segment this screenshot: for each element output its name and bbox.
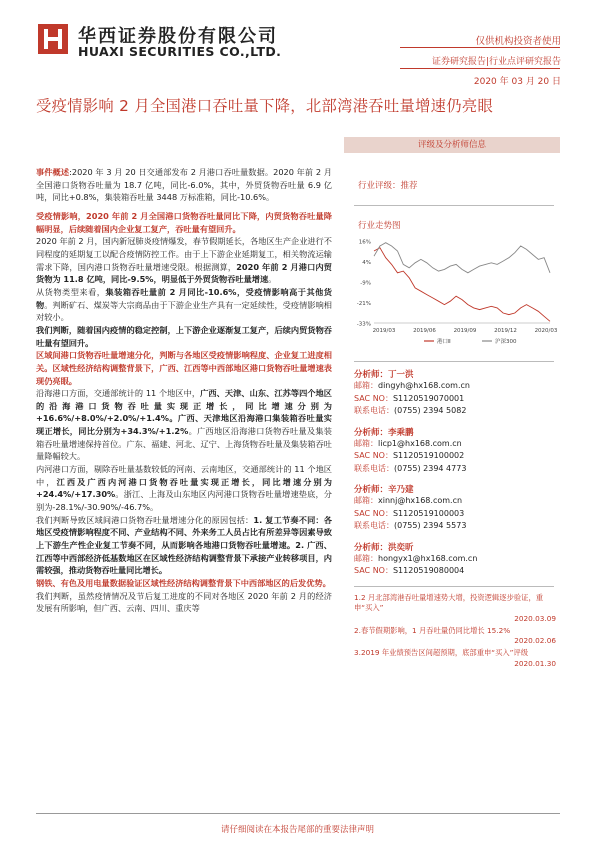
series-line-2 (374, 243, 550, 273)
paragraph-3-a: 从货物类型来看， (36, 286, 106, 297)
analyst-sac-no: SAC NO：S1120519080004 (354, 566, 465, 575)
event-summary-text: :2020 年 3 月 20 日交通部发布 2 月港口吞吐量数据。2020 年前 2 月全国港口货物吞吐量为 18.7 亿吨，同比-6.0%，其中，外贸货物吞吐量 6.9 亿吨，同比+0.8%，集装箱吞吐量 3448 万标准箱，同比-10.6%。 (36, 167, 332, 203)
header-divider-mid (400, 68, 560, 69)
institutional-tag: 仅供机构投资者使用 (475, 36, 561, 47)
paragraph-coastal-b: 广西、天津、山东、江苏等四个地区的沿海港口货物吞吐量实现正增长，同比增速分别为+16.6%/+8.0%/+2.0%/+1.4%。广西、天津地区沿海港口集装箱吞吐量实现正增长，同比分别为+34.3%/+1.2% (36, 388, 332, 437)
industry-rating (358, 179, 418, 191)
sidebar (344, 137, 560, 671)
y-tick-label: -33% (356, 321, 371, 328)
related-report-title[interactable]: 1.2 月北部湾港吞吐量增速势大增，投资逻辑逐步验证，重申“买入” (354, 592, 544, 612)
x-tick-label: 2019/03 (372, 328, 396, 334)
related-report-date: 2020.03.09 (514, 613, 556, 623)
header-divider-short (400, 47, 560, 48)
legend-label-2: 沪深300 (495, 339, 517, 345)
analyst-phone: 联系电话：(0755) 2394 4773 (354, 463, 467, 473)
key-point-1: 受疫情影响，2020 年前 2 月全国港口货物吞吐量同比下降，内贸货物吞吐量降幅明显，后续随着国内企业复工复产，吞吐量有望回升。 (36, 210, 332, 234)
rating-analyst-header: 评级及分析师信息 (344, 137, 560, 153)
brand-name-cn: 华西证券股份有限公司 (78, 26, 278, 47)
report-date: 2020 年 03 月 20 日 (473, 77, 561, 87)
paragraph-reasons-b: 1. 复工节奏不同：各地区受疫情影响程度不同、产业结构不同、外来务工人员占比有所差异等因素导致上下游生产性企业复工节奏不同，从而影响各地港口货物吞吐量增速。2. 广西、江西等中西部经济低基数地区在区域性经济结构调整背景下承接产业转移项目，内需较强，推动货物吞吐量同比增长。 (36, 514, 332, 576)
related-report-item[interactable] (354, 593, 556, 623)
trend-chart-title: 行业走势图 (358, 221, 401, 231)
legend-label-1: 港口Ⅱ (437, 339, 451, 345)
analyst-list (354, 368, 560, 578)
key-point-2: 区域间港口货物吞吐量增速分化，判断与各地区受疫情影响程度、企业复工进度相关。区域性经济结构调整背景下，广西、江西等中西部地区港口货物吞吐量增速表现仍亮眼。 (36, 350, 332, 386)
sidebar-divider (354, 205, 554, 206)
y-tick-label: 16% (358, 239, 371, 246)
analyst-name: 分析师：辛乃建 (354, 485, 414, 495)
analyst-email[interactable]: 邮箱：dingyh@hx168.com.cn (354, 381, 470, 390)
paragraph-coastal (36, 387, 332, 463)
paragraph-2-c: 。 (268, 274, 277, 285)
paragraph-3 (36, 286, 332, 324)
paragraph-2-a: 2020 年前 2 月，国内新冠肺炎疫情爆发，春节假期延长，各地区生产企业进行不同程度的延期复工以配合疫情防控工作。由于上下游企业延期复工，相关物流运输需求下降，国内港口货物吞吐量增速受限。根据测算， (36, 236, 332, 272)
analyst-card (354, 541, 560, 578)
report-category: 证券研究报告|行业点评研究报告 (431, 57, 561, 67)
analyst-name: 分析师：丁一洪 (354, 370, 414, 380)
analyst-sac-no: SAC NO：S1120519100002 (354, 451, 465, 460)
analyst-name: 分析师：李乘鹏 (354, 427, 414, 438)
related-report-date: 2020.01.30 (514, 658, 556, 668)
related-report-date: 2020.02.06 (514, 636, 556, 645)
paragraph-final: 我们判断，虽然疫情情况及节后复工进度的不同对各地区 2020 年前 2 月的经济发展有所影响，但广西、云南、四川、重庆等 (36, 590, 332, 614)
legal-footer: 请仔细阅读在本报告尾部的重要法律声明 (220, 825, 374, 835)
x-tick-label: 2020/03 (534, 328, 558, 334)
analyst-email[interactable]: 邮箱：xinnj@hx168.com.cn (354, 496, 463, 505)
y-tick-label: -21% (356, 301, 371, 307)
industry-rating-label: 行业评级： (358, 181, 401, 191)
analyst-sac-no: SAC NO：S1120519100003 (354, 508, 465, 518)
paragraph-reasons (36, 514, 332, 577)
analyst-card (354, 368, 560, 418)
report-body (36, 166, 332, 615)
key-point-3: 钢铁、有色及用电量数据验证区域性经济结构调整背景下中西部地区的后发优势。 (36, 578, 331, 588)
paragraph-2 (36, 235, 332, 286)
event-summary (36, 166, 332, 204)
analyst-phone: 联系电话：(0755) 2394 5573 (354, 521, 467, 530)
analyst-sac-no: SAC NO：S1120519070001 (354, 393, 465, 403)
rating-block (344, 153, 560, 205)
brand-name-en: HUAXI SECURITIES CO.,LTD. (78, 44, 282, 59)
paragraph-coastal-a: 沿海港口方面，交通部统计的 11 个地区中， (36, 388, 201, 399)
reports-divider (354, 586, 554, 587)
paragraph-3-b: 集装箱吞吐量前 2 月同比-10.6%，受疫情影响高于其他货物 (36, 286, 332, 310)
industry-rating-value: 推荐 (400, 181, 418, 191)
related-report-title[interactable]: 3.2019 年业绩预告区间超预期，底部重申“买入”评级 (354, 648, 529, 657)
analyst-phone: 联系电话：(0755) 2394 5082 (354, 406, 467, 415)
x-tick-label: 2019/09 (453, 328, 477, 334)
paragraph-inland-b: 江西及广西内河港口货物吞吐量实现正增长，同比增速分别为+24.4%/+17.30% (36, 476, 332, 500)
paragraph-2-b: 2020 年前 2 月港口内贸货物为 11.8 亿吨，同比-9.5%，明显低于外贸货物吞吐量增速 (36, 261, 332, 285)
paragraph-reasons-a: 我们判断导致区域间港口货物吞吐量增速分化的原因包括： (36, 514, 254, 525)
y-tick-label: -9% (360, 280, 371, 287)
paragraph-inland (36, 463, 332, 514)
related-report-item[interactable] (354, 648, 556, 668)
y-tick-label: 4% (362, 260, 371, 266)
related-report-title[interactable]: 2.春节假期影响，1 月吞吐量仍同比增长 15.2% (354, 625, 511, 635)
x-tick-label: 2019/12 (494, 328, 517, 334)
related-reports (354, 586, 556, 668)
judgement-1: 我们判断，随着国内疫情的稳定控制，上下游企业逐渐复工复产，后续内贸货物吞吐量有望回升。 (36, 324, 332, 348)
related-report-item[interactable] (354, 626, 556, 646)
analyst-card (354, 426, 560, 476)
paragraph-inland-a: 内河港口方面，剔除吞吐量基数较低的河南、云南地区，交通部统计的 11 个地区中， (36, 464, 332, 487)
analyst-email[interactable]: 邮箱：licp1@hx168.com.cn (354, 438, 462, 448)
analyst-card (354, 483, 560, 533)
industry-trend-chart (344, 235, 560, 353)
event-summary-label: 事件概述 (36, 167, 70, 177)
x-tick-label: 2019/06 (413, 328, 436, 334)
analyst-email[interactable]: 邮箱：hongyx1@hx168.com.cn (354, 553, 478, 563)
paragraph-3-c: 。判断矿石、煤炭等大宗商品由于下游企业生产具有一定延续性，受疫情影响相对较小。 (36, 299, 332, 323)
paragraph-inland-c: 。浙江、上海及山东地区内河港口货物吞吐量增速垫底，分别为-28.1%/-30.90%/-46.7%。 (36, 489, 332, 513)
sidebar-divider-2 (354, 361, 554, 362)
analyst-name: 分析师：洪奕昕 (354, 542, 414, 553)
footer-divider (36, 813, 560, 814)
page-title: 受疫情影响 2 月全国港口吞吐量下降，北部湾港吞吐量增速仍亮眼 (36, 97, 494, 115)
paragraph-coastal-c: 。广西地区沿海港口货物吞吐量及集装箱吞吐量增速保持首位。广东、福建、河北、辽宁、上海货物吞吐量及集装箱吞吐量降幅较大。 (36, 426, 332, 462)
huaxi-logo-icon (38, 24, 68, 54)
